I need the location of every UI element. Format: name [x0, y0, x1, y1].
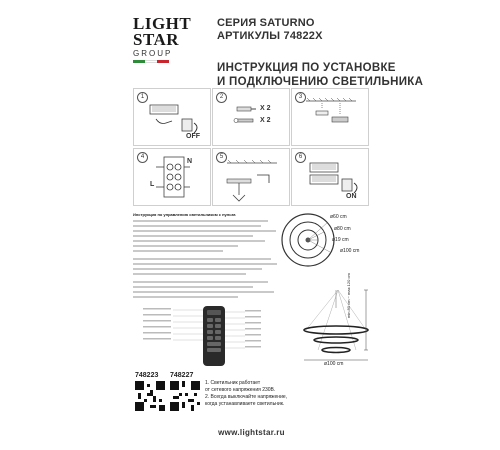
remote-control-diagram [133, 302, 263, 370]
safety-notes [205, 380, 287, 408]
website-url[interactable]: www.lightstar.ru [218, 428, 285, 437]
logo-word-group: GROUP [133, 49, 173, 58]
switch-off-illustration [134, 89, 212, 147]
header [217, 17, 423, 89]
step-panel-3 [291, 88, 369, 146]
note-line-1: 1. Светильник работает [205, 380, 261, 386]
drill-ceiling-illustration [292, 89, 370, 147]
remote-instructions [133, 212, 283, 301]
on-label: ON [346, 193, 357, 200]
neutral-label-top: N [187, 158, 193, 165]
step-panel-2 [212, 88, 290, 146]
series-name: СЕРИЯ SATURNO [217, 17, 315, 29]
note-line-2: от сетевого напряжения 230В. [205, 387, 276, 393]
step-number: 6 [295, 152, 306, 163]
screw-count: X 2 [260, 117, 271, 124]
anchor-count: X 2 [260, 105, 271, 112]
terminal-block-illustration [134, 149, 212, 207]
article-748227: 748227 [170, 372, 194, 379]
article-748223: 748223 [135, 372, 159, 379]
installation-steps [133, 88, 370, 208]
qr-code-748223 [135, 381, 165, 411]
fixture-outline [278, 210, 373, 370]
dimensions-drawing [278, 210, 373, 370]
article-numbers: АРТИКУЛЫ 74822X [217, 30, 323, 42]
step-panel-5 [212, 148, 290, 206]
step-panel-6 [291, 148, 369, 206]
height-range: min 80 cm ~ max 120 cm [346, 273, 351, 318]
live-label-left: L [150, 181, 155, 188]
switch-on-illustration [292, 149, 370, 207]
logo-word-light: LIGHT [133, 14, 192, 33]
step-number: 4 [137, 152, 148, 163]
mount-bracket-illustration [213, 149, 291, 207]
diameter-80: ø80 cm [334, 226, 351, 232]
step-number: 3 [295, 92, 306, 103]
logo-word-star: STAR [133, 30, 180, 49]
note-line-4: когда устанавливаете светильник. [205, 401, 285, 407]
instruction-title-line2: И ПОДКЛЮЧЕНИЮ СВЕТИЛЬНИКА [217, 76, 424, 88]
qr-code-748227 [170, 381, 200, 411]
diameter-60: ø60 cm [330, 214, 347, 220]
instructions-title: Инструкция по управлению светильником с пульта [133, 212, 236, 217]
instruction-title-line1: ИНСТРУКЦИЯ ПО УСТАНОВКЕ [217, 62, 396, 74]
diameter-19: ø19 cm [332, 237, 349, 243]
step-panel-1 [133, 88, 211, 146]
screws-anchors-illustration [213, 89, 291, 147]
step-number: 5 [216, 152, 227, 163]
italian-flag-stripe [133, 60, 169, 63]
note-line-3: 2. Всегда выключайте напряжение, [205, 394, 288, 400]
diameter-100: ø100 cm [340, 248, 360, 254]
diameter-100-side: ø100 cm [324, 361, 344, 367]
step-panel-4 [133, 148, 211, 206]
step-number: 1 [137, 92, 148, 103]
step-number: 2 [216, 92, 227, 103]
off-label: OFF [186, 133, 200, 140]
lightstar-logo [133, 14, 192, 63]
